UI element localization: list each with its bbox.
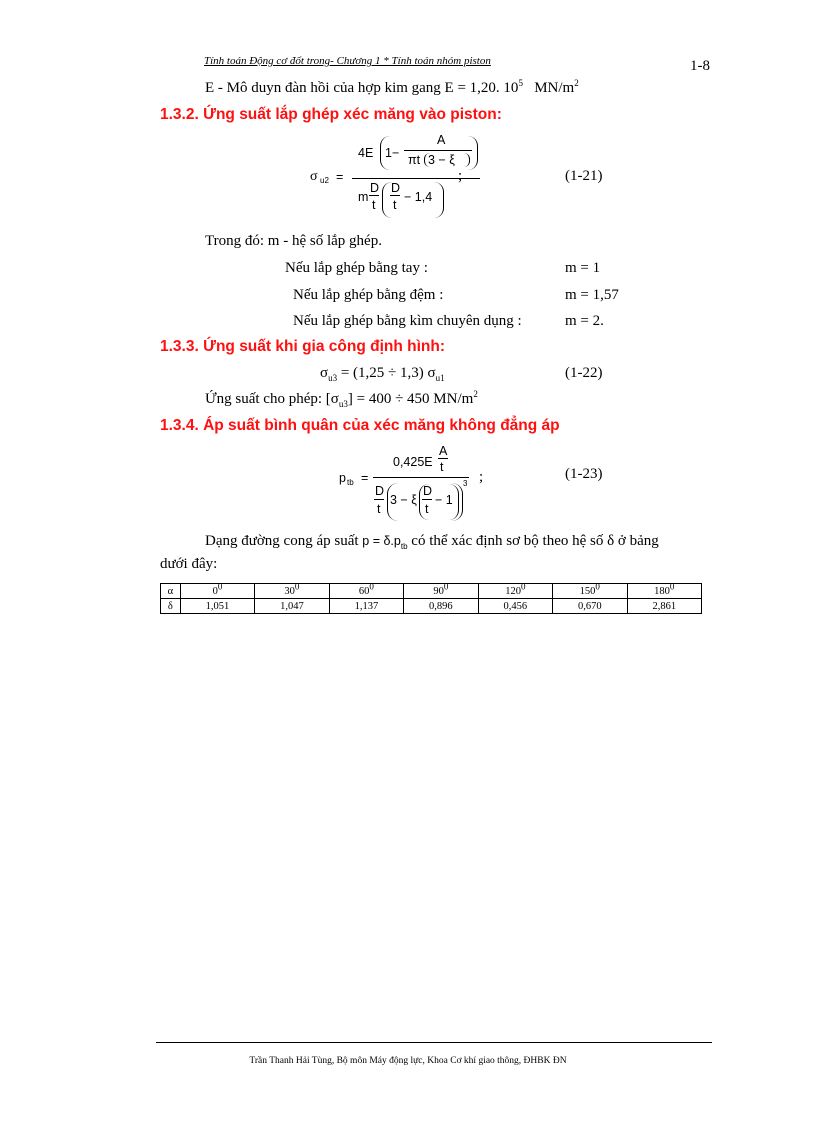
num-pi-t: πt (408, 153, 421, 167)
table-cell-value: 0,670 (553, 599, 627, 614)
table-cell-value: 0,456 (478, 599, 552, 614)
modulus-unit: MN/m (534, 80, 575, 96)
formula-mid: = (1,25 ÷ 1,3) σ (337, 365, 436, 381)
den-t1: t (377, 502, 381, 516)
modulus-text: E - Mô duyn đàn hồi của hợp kim gang E = 1,20. 10 (205, 80, 519, 96)
inner-fraction-bar (404, 150, 472, 151)
den-t2: t (393, 198, 397, 212)
num-A: A (439, 444, 448, 458)
num-4E: 4E (358, 146, 374, 160)
allow-sub: u3 (338, 399, 348, 409)
table-cell-angle: $30^0$ (255, 584, 329, 599)
fit-row-label: Nếu lắp ghép bằng kìm chuyên dụng : (293, 313, 522, 329)
table-cell-angle: $150^0$ (553, 584, 627, 599)
den-minus-14: − 1,4 (404, 190, 433, 204)
den-three-minus-xi: 3 − ξ (390, 493, 417, 507)
cube-exp: 3 (463, 479, 468, 488)
table-cell-value: 1,047 (255, 599, 329, 614)
num-frac-bar (438, 458, 448, 459)
footer-rule (156, 1042, 712, 1043)
den-minus-1: − 1 (435, 493, 453, 507)
fit-row-label: Nếu lắp ghép bằng tay : (285, 260, 428, 276)
formula-semicolon: ; (458, 168, 463, 184)
para-suffix: có thể xác định sơ bộ theo hệ số δ ở bảng (407, 533, 659, 549)
table-cell-value: 1,051 (180, 599, 254, 614)
den-t1: t (372, 198, 376, 212)
formula-semicolon: ; (479, 469, 484, 485)
eq-number-1-23: (1-23) (565, 466, 603, 482)
den-frac1-bar (369, 195, 379, 196)
eq-number-1-21: (1-21) (565, 168, 603, 184)
table-cell-angle: $120^0$ (478, 584, 552, 599)
allow-prefix: Ứng suất cho phép: [σ (205, 391, 339, 407)
table-cell-angle: $180^0$ (627, 584, 701, 599)
allow-rest: ] = 400 ÷ 450 MN/m (347, 391, 474, 407)
table-row-values (161, 599, 702, 614)
num-t: t (440, 460, 444, 474)
running-header: Tính toán Động cơ đốt trong- Chương 1 * Tính toán nhóm piston (204, 55, 491, 67)
allowable-stress-line (205, 391, 478, 408)
para-formula-sub: tb (400, 542, 408, 551)
heading-1-3-4: 1.3.4. Áp suất bình quân của xéc măng không đẳng áp (160, 417, 560, 434)
den-m: m (358, 190, 369, 204)
equals-sign: = (336, 170, 344, 184)
num-0425E: 0,425E (393, 455, 433, 469)
table-header-alpha: α (161, 584, 181, 599)
where-label: Trong đó: m - hệ số lắp ghép. (205, 233, 382, 249)
table-cell-value: 0,896 (404, 599, 478, 614)
table-header-delta: δ (161, 599, 181, 614)
num-one-minus: 1− (385, 146, 400, 160)
equals-sign: = (361, 471, 369, 485)
para-prefix: Dạng đường cong áp suất (205, 533, 363, 549)
sigma-symbol: σ (310, 169, 318, 184)
table-cell-angle: $60^0$ (329, 584, 403, 599)
den-D2: D (423, 484, 433, 498)
p-tb: p (339, 471, 346, 485)
pressure-curve-paragraph (205, 533, 715, 550)
fit-row-label: Nếu lắp ghép bằng đệm : (293, 287, 444, 303)
formula-1-21 (300, 132, 480, 224)
main-fraction-bar (373, 477, 469, 478)
formula-1-22 (320, 365, 445, 382)
num-three-minus-xi: 3 − ξ (428, 153, 455, 167)
formula-1-23 (335, 443, 495, 525)
den-D2: D (391, 181, 401, 195)
heading-1-3-2: 1.3.2. Ứng suất lắp ghép xéc măng vào piston: (160, 106, 502, 123)
den-frac2-bar (422, 499, 432, 500)
den-t2: t (425, 502, 429, 516)
table-cell-angle: $0^0$ (180, 584, 254, 599)
den-D1: D (375, 484, 385, 498)
modulus-unit-exp: 2 (574, 78, 579, 88)
fit-row-value: m = 1 (565, 260, 601, 276)
sigma-u1-sub: u1 (435, 373, 445, 383)
p-tb-sub: tb (347, 478, 354, 487)
table-cell-value: 1,137 (329, 599, 403, 614)
eq-number-1-22: (1-22) (565, 365, 603, 381)
modulus-line (205, 80, 579, 97)
pressure-curve-paragraph-line2: dưới đây: (160, 556, 218, 572)
fit-row-value: m = 1,57 (565, 287, 619, 303)
modulus-exp: 5 (518, 78, 523, 88)
allow-exp: 2 (473, 389, 478, 399)
table-cell-value: 2,861 (627, 599, 701, 614)
den-D1: D (370, 181, 380, 195)
fit-row-value: m = 2. (565, 313, 604, 329)
heading-1-3-3: 1.3.3. Ứng suất khi gia công định hình: (160, 338, 445, 355)
sigma-u3: σ (320, 365, 329, 381)
sigma-sub: u2 (320, 176, 329, 185)
table-cell-angle: $90^0$ (404, 584, 478, 599)
delta-coefficient-table (160, 583, 702, 614)
den-frac1-bar (374, 499, 384, 500)
den-frac2-bar (390, 195, 400, 196)
sigma-u3-sub: u3 (328, 373, 338, 383)
footer-text: Trần Thanh Hải Tùng, Bộ môn Máy động lực, Khoa Cơ khí giao thông, ĐHBK ĐN (249, 1056, 567, 1066)
page-number: 1-8 (690, 58, 710, 74)
num-A: A (437, 133, 446, 147)
para-formula: p = δ.p (362, 534, 401, 548)
table-row-angles (161, 584, 702, 599)
